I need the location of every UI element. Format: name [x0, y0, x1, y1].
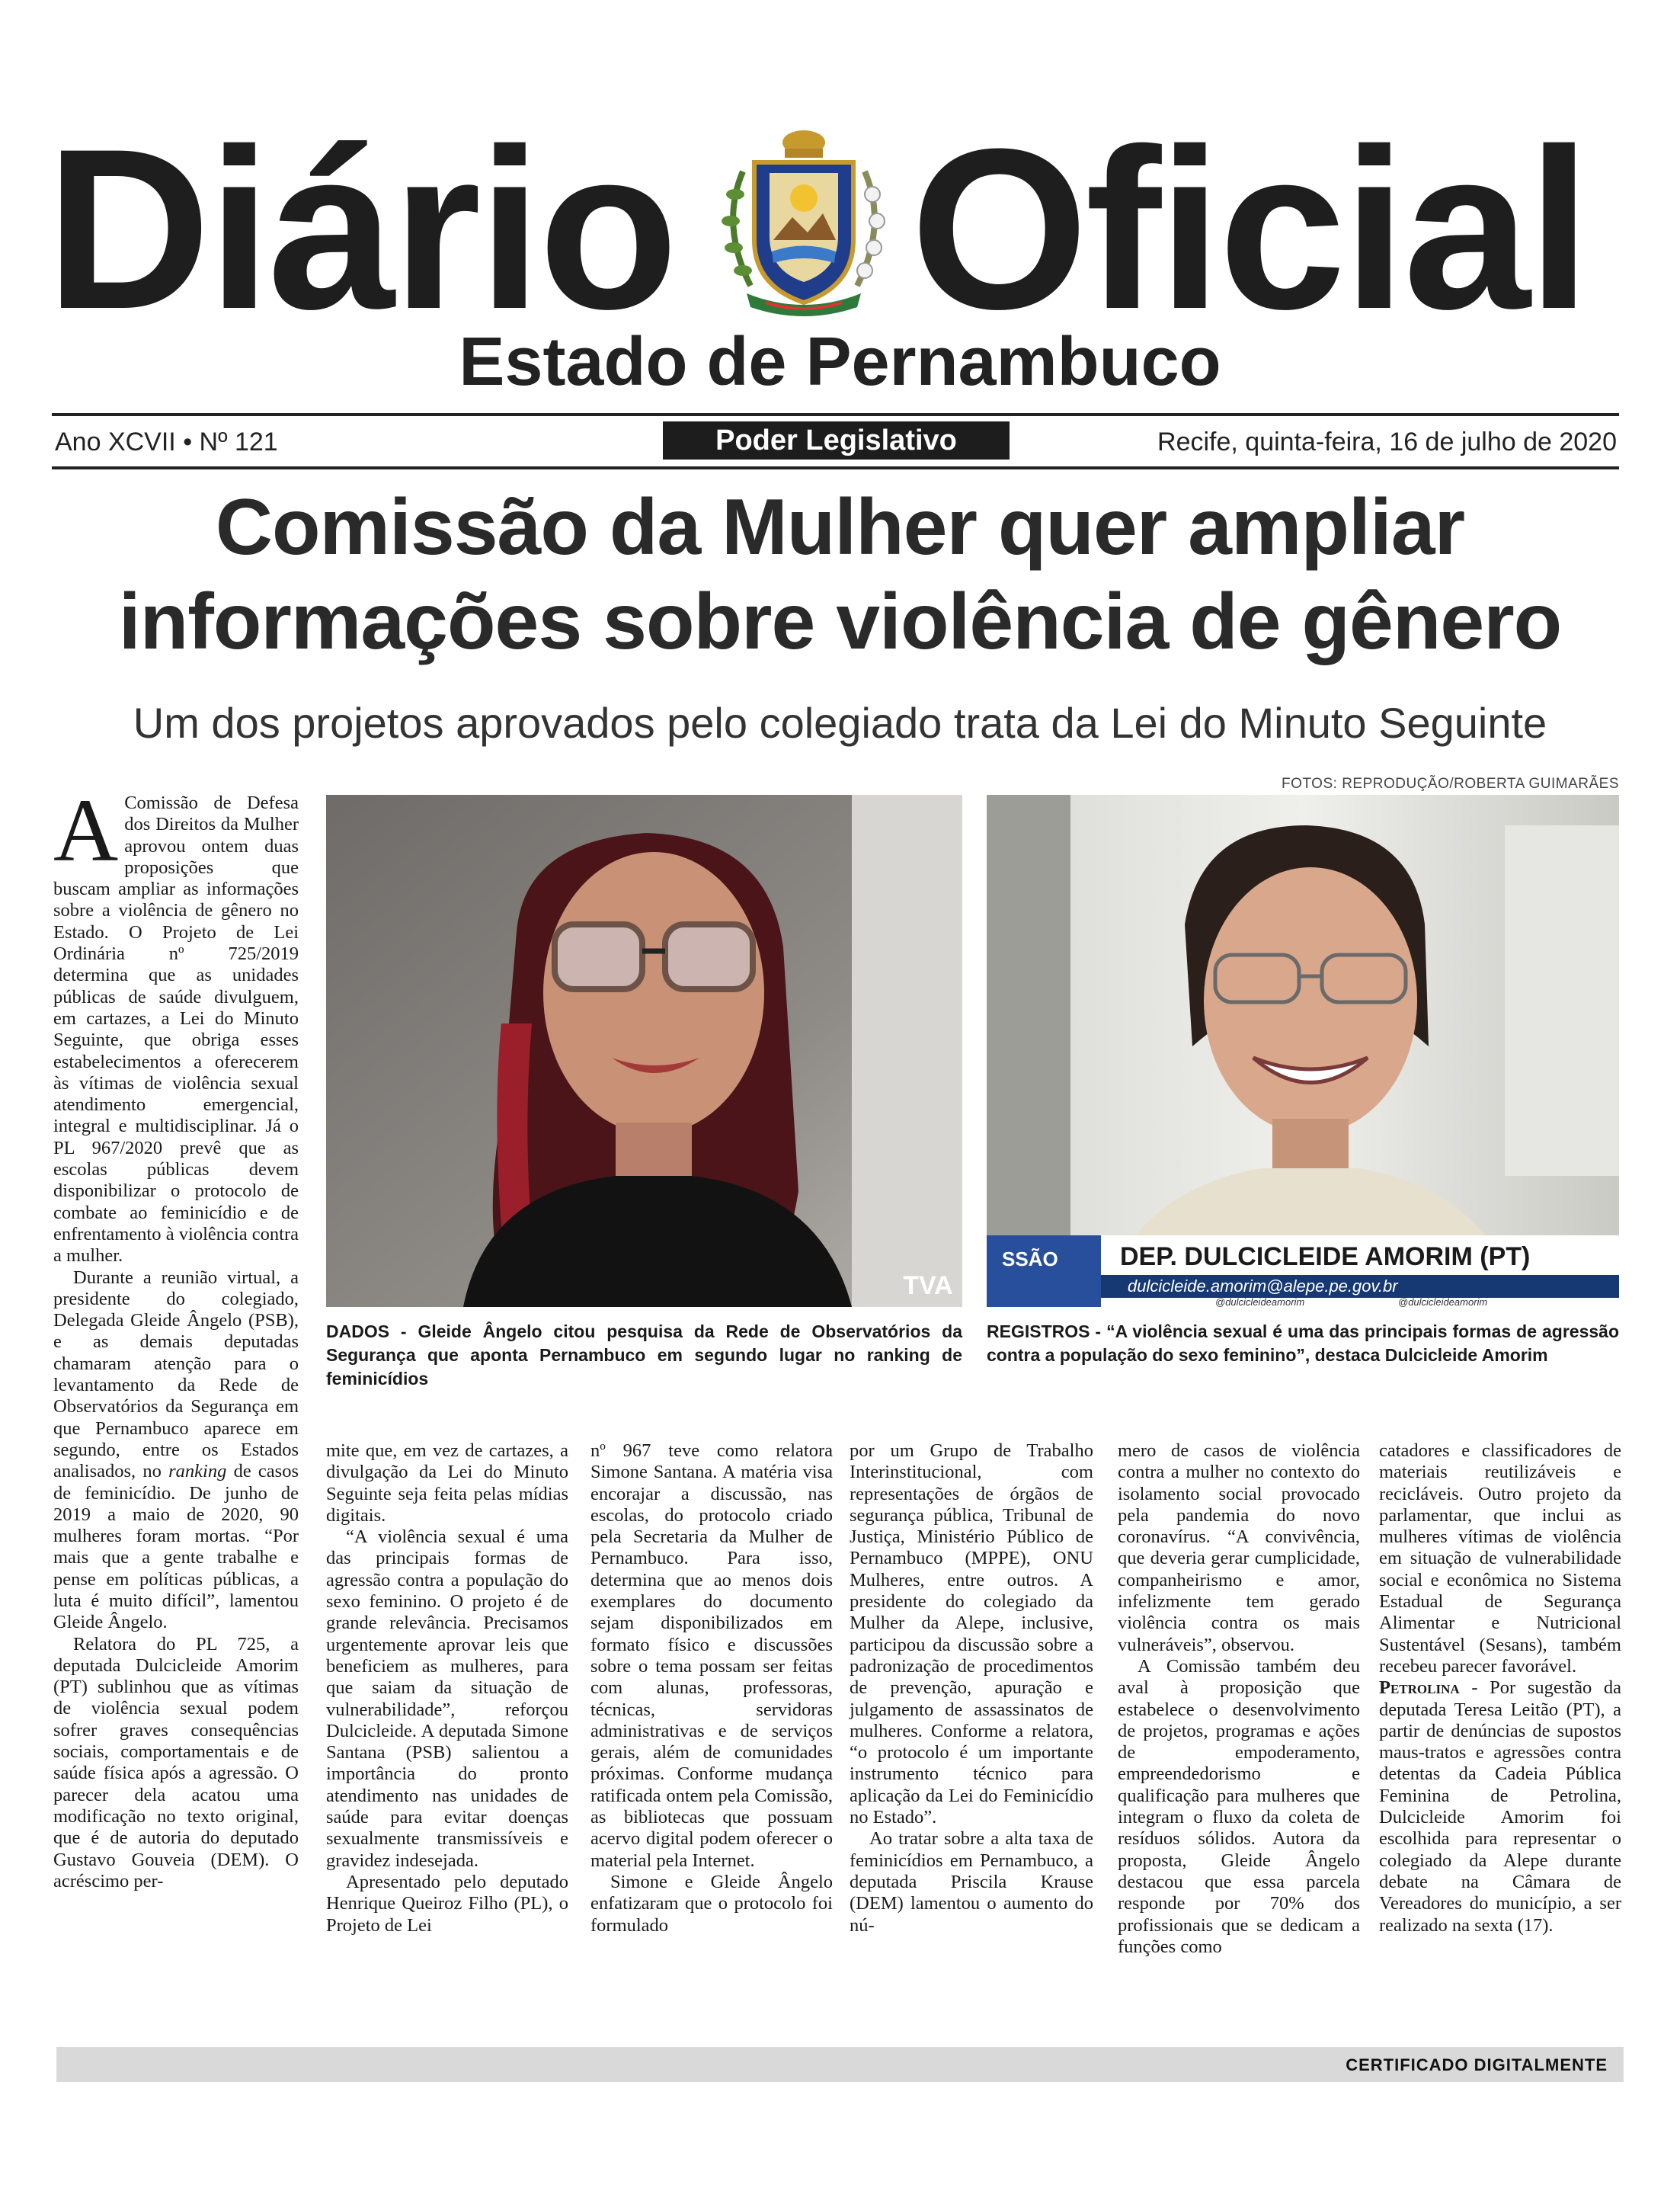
section-label: Poder Legislativo — [663, 421, 1010, 460]
article-column-2 — [326, 1440, 568, 1936]
tv-logo-overlay: TVA — [903, 1271, 953, 1300]
article-column-6 — [1379, 1440, 1621, 1936]
paragraph: Petrolina - Por sugestão da deputada Teresa Leitão (PT), a partir de denúncias de supostos maus-tratos e agressões contra detentas da Cadeia Pública Feminina de Petrolina, Dulcicleide Amorim foi escolhida para representar o colegiado da Alepe durante debate na Câmara de Vereadores do município, a ser realizado na sexta (17). — [1379, 1677, 1621, 1936]
paragraph: nº 967 teve como relatora Simone Santana. A matéria visa encorajar a discussão, nas escolas, do protocolo criado pela Secretaria da Mulher de Pernambuco. Para isso, determina que ao menos dois exemplares do documento sejam disponibilizados em formato físico e discussões sobre o tema possam ser feitas com alunas, professoras, técnicas, servidoras administrativas e de serviços gerais, além de comunidades próximas. Conforme mudança ratificada ontem pela Comissão, as bibliotecas que possuam acervo digital podem oferecer o material pela Internet. — [590, 1440, 833, 1871]
photo-caption-2: REGISTROS - “A violência sexual é uma das principais formas de agressão contra a população do sexo feminino”, destaca Dulcicleide Amorim — [987, 1321, 1619, 1365]
masthead-subtitle: Estado de Pernambuco — [459, 324, 1221, 400]
headline — [46, 480, 1634, 669]
edition-number: Ano XCVII • Nº 121 — [55, 428, 278, 456]
subsection-label: Petrolina — [1379, 1677, 1460, 1699]
masthead-title-left: Diário — [46, 101, 676, 357]
digital-certificate-label: CERTIFICADO DIGITALMENTE — [1346, 2055, 1608, 2074]
paragraph: Relatora do PL 725, a deputada Dulcicleide Amorim (PT) sublinhou que as vítimas de violência sexual podem sofrer graves consequências sociais, comportamentais e de saúde física após a agressão. O parecer dela acatou uma modificação no texto original, que é de autoria do deputado Gustavo Gouveia (DEM). O acréscimo per- — [53, 1633, 299, 1891]
paragraph: A Comissão de Defesa dos Direitos da Mulher aprovou ontem duas proposições que buscam ampliar as informações sobre a violência de gênero no Estado. O Projeto de Lei Ordinária nº 725/2019 determina que as unidades públicas de saúde divulguem, em cartazes, a Lei do Minuto Seguinte, que obriga esses estabelecimentos a oferecerem às vítimas de violência sexual atendimento emergencial, integral e multidisciplinar. Já o PL 967/2020 prevê que as escolas públicas devem disponibilizar o protocolo de combate ao feminicídio e de enfrentamento à violência contra a mulher. — [53, 780, 299, 1267]
headline-line-1: Comissão da Mulher quer ampliar — [215, 483, 1465, 572]
article-column-3 — [590, 1440, 833, 1936]
banner-handle-2: @dulcicleideamorim — [1398, 1296, 1488, 1307]
photo-caption-1: DADOS - Gleide Ângelo citou pesquisa da Rede de Observatórios da Segurança que aponta Pernambuco em segundo lugar no ranking de feminicídios — [326, 1321, 962, 1389]
paragraph: mite que, em vez de cartazes, a divulgação da Lei do Minuto Seguinte seja feita pelas mídias digitais. — [326, 1440, 568, 1526]
paragraph: A Comissão também deu aval à proposição que estabelece o desenvolvimento de projetos, programas e ações de empoderamento, empreendedorismo e qualificação para mulheres que integram o fluxo da coleta de resíduos sólidos. Autora da proposta, Gleide Ângelo destacou que essa parcela responde por 70% dos profissionais que se dedicam a funções como — [1118, 1655, 1360, 1957]
subheadline: Um dos projetos aprovados pelo colegiado trata da Lei do Minuto Seguinte — [133, 699, 1547, 747]
paragraph: por um Grupo de Trabalho Interinstitucional, com representações de órgãos de segurança pública, Tribunal de Justiça, Ministério Público de Pernambuco (MPPE), ONU Mulheres, entre outros. A presidente do colegiado da Mulher da Alepe, inclusive, participou da discussão sobre a padronização de procedimentos de prevenção, apuração e julgamento de assassinatos de mulheres. Conforme a relatora, “o protocolo é um importante instrumento técnico para aplicação da Lei do Feminicídio no Estado”. — [850, 1440, 1093, 1828]
photo-dulcicleide-amorim — [987, 795, 1619, 1307]
banner-tag: SSÃO — [1002, 1248, 1058, 1270]
article-column-1 — [53, 780, 299, 2031]
banner-handle-1: @dulcicleideamorim — [1215, 1296, 1305, 1307]
photo-gleide-angelo — [326, 795, 962, 1307]
paragraph: “A violência sexual é uma das principais formas de agressão contra a população do sexo feminino. O projeto é de grande relevância. Precisamos urgentemente aprovar leis que beneficiem as mulheres, para que saiam da situação de vulnerabilidade”, reforçou Dulcicleide. A deputada Simone Santana (PSB) salientou a importância do pronto atendimento nas unidades de saúde para evitar doenças sexualmente transmissíveis e gravidez indesejada. — [326, 1526, 568, 1871]
paragraph: Ao tratar sobre a alta taxa de feminicídios em Pernambuco, a deputada Priscila Krause (DEM) lamentou o aumento do nú- — [850, 1828, 1093, 1936]
paragraph: Apresentado pelo deputado Henrique Queiroz Filho (PL), o Projeto de Lei — [326, 1871, 568, 1936]
paragraph: Durante a reunião virtual, a presidente do colegiado, Delegada Gleide Ângelo (PSB), e as demais deputadas chamaram atenção para o levantamento da Rede de Observatórios da Segurança em que Pernambuco aparece em segundo, entre os Estados analisados, no ranking de casos de feminicídio. De junho de 2019 a maio de 2020, 90 mulheres foram mortas. “Por mais que a gente trabalhe e pense em políticas públicas, a luta é muito difícil”, lamentou Gleide Ângelo. — [53, 1267, 299, 1633]
article-column-5 — [1118, 1440, 1360, 1958]
masthead-title-right: Oficial — [910, 101, 1588, 357]
banner-name: DEP. DULCICLEIDE AMORIM (PT) — [1120, 1242, 1531, 1271]
masthead-rule-top — [52, 413, 1619, 416]
masthead-rule-bottom — [52, 466, 1619, 469]
paragraph: catadores e classificadores de materiais reutilizáveis e recicláveis. Outro projeto da parlamentar, que inclui as mulheres vítimas de violência em situação de vulnerabilidade social e econômica no Sistema Estadual de Segurança Alimentar e Nutricional Sustentável (Sesans), também recebeu parecer favorável. — [1379, 1440, 1621, 1677]
paragraph: Simone e Gleide Ângelo enfatizaram que o protocolo foi formulado — [590, 1871, 833, 1936]
drop-cap: A — [53, 780, 119, 880]
article-column-4 — [850, 1440, 1093, 1936]
state-coat-of-arms-icon — [712, 126, 895, 316]
paragraph: mero de casos de violência contra a mulher no contexto do isolamento social provocado pela pandemia do novo coronavírus. “A convivência, que deveria gerar cumplicidade, companheirismo e amor, infelizmente tem gerado violência contra os mais vulneráveis”, observou. — [1118, 1440, 1360, 1655]
dateline: Recife, quinta-feira, 16 de julho de 2020 — [1157, 428, 1617, 456]
photo-credit: FOTOS: REPRODUÇÃO/ROBERTA GUIMARÃES — [1282, 776, 1619, 792]
headline-line-2: informações sobre violência de gênero — [118, 578, 1562, 666]
banner-email: dulcicleide.amorim@alepe.pe.gov.br — [1128, 1276, 1398, 1296]
